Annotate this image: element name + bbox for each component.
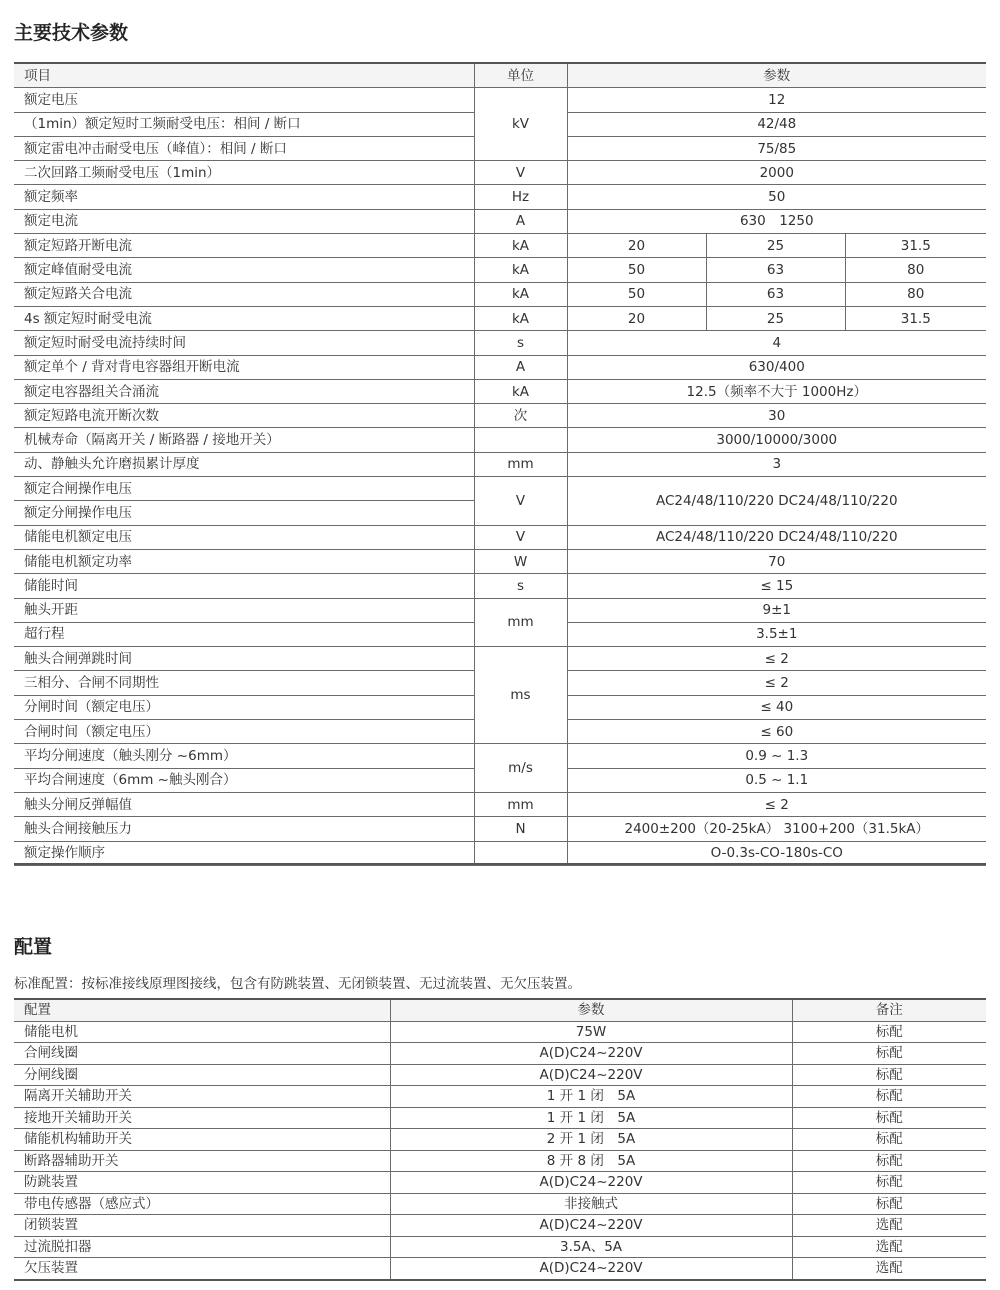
row-value: AC24/48/110/220 DC24/48/110/220 bbox=[567, 525, 986, 549]
config-param: A(D)C24~220V bbox=[390, 1064, 792, 1086]
row-label: 平均分闸速度（触头刚分 ~6mm） bbox=[14, 744, 474, 768]
config-param: A(D)C24~220V bbox=[390, 1172, 792, 1194]
row-label: 平均合闸速度（6mm ~触头刚合） bbox=[14, 768, 474, 792]
config-param: 非接触式 bbox=[390, 1193, 792, 1215]
row-label: 额定分闸操作电压 bbox=[14, 501, 474, 525]
row-unit: kA bbox=[474, 234, 567, 258]
row-unit: 次 bbox=[474, 404, 567, 428]
row-unit: W bbox=[474, 549, 567, 573]
config-param: 75W bbox=[390, 1021, 792, 1043]
row-value: 4 bbox=[567, 331, 986, 355]
row-label: 4s 额定短时耐受电流 bbox=[14, 306, 474, 330]
row-unit: A bbox=[474, 209, 567, 233]
row-label: 额定操作顺序 bbox=[14, 841, 474, 865]
row-value: ≤ 60 bbox=[567, 720, 986, 744]
table-row bbox=[14, 355, 986, 379]
row-unit: kV bbox=[474, 88, 567, 161]
tech-params-table bbox=[14, 62, 986, 866]
row-label: 动、静触头允许磨损累计厚度 bbox=[14, 452, 474, 476]
config-remark: 标配 bbox=[792, 1129, 986, 1151]
row-value: AC24/48/110/220 DC24/48/110/220 bbox=[567, 477, 986, 526]
config-param: 2 开 1 闭 5A bbox=[390, 1129, 792, 1151]
row-unit: mm bbox=[474, 452, 567, 476]
table-row bbox=[14, 452, 986, 476]
table-row bbox=[14, 1172, 986, 1194]
header-item: 项目 bbox=[14, 63, 474, 88]
row-value: 0.9 ~ 1.3 bbox=[567, 744, 986, 768]
row-label: 额定短路开断电流 bbox=[14, 234, 474, 258]
table-row bbox=[14, 792, 986, 816]
table-row bbox=[14, 404, 986, 428]
row-value: 630/400 bbox=[567, 355, 986, 379]
row-label: 额定电压 bbox=[14, 88, 474, 112]
config-param: 3.5A、5A bbox=[390, 1236, 792, 1258]
table-row bbox=[14, 282, 986, 306]
row-unit: m/s bbox=[474, 744, 567, 793]
config-remark: 标配 bbox=[792, 1193, 986, 1215]
table-row bbox=[14, 234, 986, 258]
row-value: 0.5 ~ 1.1 bbox=[567, 768, 986, 792]
row-value-c: 31.5 bbox=[845, 234, 986, 258]
row-value: ≤ 2 bbox=[567, 647, 986, 671]
row-value: ≤ 40 bbox=[567, 695, 986, 719]
table-row bbox=[14, 549, 986, 573]
row-label: 储能电机额定电压 bbox=[14, 525, 474, 549]
row-unit: kA bbox=[474, 258, 567, 282]
row-label: 额定单个 / 背对背电容器组开断电流 bbox=[14, 355, 474, 379]
row-label: 储能时间 bbox=[14, 574, 474, 598]
table-row bbox=[14, 331, 986, 355]
config-name: 接地开关辅助开关 bbox=[14, 1107, 390, 1129]
row-value-c: 31.5 bbox=[845, 306, 986, 330]
table-row bbox=[14, 647, 986, 671]
row-label: 分闸时间（额定电压） bbox=[14, 695, 474, 719]
table-bottom-rule bbox=[14, 863, 986, 865]
row-label: 额定峰值耐受电流 bbox=[14, 258, 474, 282]
row-unit: ms bbox=[474, 647, 567, 744]
row-label: 额定雷电冲击耐受电压（峰值）：相间 / 断口 bbox=[14, 136, 474, 160]
row-value: 3 bbox=[567, 452, 986, 476]
row-value-b: 63 bbox=[706, 282, 845, 306]
table-row bbox=[14, 306, 986, 330]
config-remark: 选配 bbox=[792, 1215, 986, 1237]
row-value: 50 bbox=[567, 185, 986, 209]
row-unit: kA bbox=[474, 306, 567, 330]
config-name: 断路器辅助开关 bbox=[14, 1150, 390, 1172]
row-label: 额定电容器组关合涌流 bbox=[14, 379, 474, 403]
config-name: 过流脱扣器 bbox=[14, 1236, 390, 1258]
row-label: 二次回路工频耐受电压（1min） bbox=[14, 161, 474, 185]
row-value-b: 63 bbox=[706, 258, 845, 282]
row-value-a: 20 bbox=[567, 234, 706, 258]
row-value: 2000 bbox=[567, 161, 986, 185]
table-row bbox=[14, 525, 986, 549]
row-label: 合闸时间（额定电压） bbox=[14, 720, 474, 744]
row-label: 额定频率 bbox=[14, 185, 474, 209]
table-row bbox=[14, 1215, 986, 1237]
config-remark: 标配 bbox=[792, 1172, 986, 1194]
table-row bbox=[14, 428, 986, 452]
header-config: 配置 bbox=[14, 999, 390, 1021]
config-param: A(D)C24~220V bbox=[390, 1215, 792, 1237]
config-param: 8 开 8 闭 5A bbox=[390, 1150, 792, 1172]
row-value: 3.5±1 bbox=[567, 622, 986, 646]
table-row bbox=[14, 209, 986, 233]
row-label: 额定短路电流开断次数 bbox=[14, 404, 474, 428]
table-row bbox=[14, 1107, 986, 1129]
row-unit: s bbox=[474, 331, 567, 355]
section-title-tech-params: 主要技术参数 bbox=[14, 22, 129, 44]
row-label: 额定短路关合电流 bbox=[14, 282, 474, 306]
header-params: 参数 bbox=[390, 999, 792, 1021]
row-value: 3000/10000/3000 bbox=[567, 428, 986, 452]
table-row bbox=[14, 1258, 986, 1280]
row-label: 三相分、合闸不同期性 bbox=[14, 671, 474, 695]
row-value-a: 50 bbox=[567, 282, 706, 306]
table-row bbox=[14, 1236, 986, 1258]
table-row bbox=[14, 1129, 986, 1151]
config-name: 闭锁装置 bbox=[14, 1215, 390, 1237]
row-unit: Hz bbox=[474, 185, 567, 209]
row-value: ≤ 2 bbox=[567, 792, 986, 816]
table-row bbox=[14, 817, 986, 841]
table-row bbox=[14, 598, 986, 622]
row-label: 额定合闸操作电压 bbox=[14, 477, 474, 501]
config-table bbox=[14, 998, 986, 1280]
row-value-a: 20 bbox=[567, 306, 706, 330]
row-unit: mm bbox=[474, 792, 567, 816]
row-label: 触头开距 bbox=[14, 598, 474, 622]
config-remark: 标配 bbox=[792, 1150, 986, 1172]
row-value-b: 25 bbox=[706, 306, 845, 330]
config-name: 储能电机 bbox=[14, 1021, 390, 1043]
table-row bbox=[14, 1193, 986, 1215]
config-param: A(D)C24~220V bbox=[390, 1043, 792, 1065]
row-unit: A bbox=[474, 355, 567, 379]
row-value: 2400±200（20-25kA） 3100+200（31.5kA） bbox=[567, 817, 986, 841]
config-param: A(D)C24~220V bbox=[390, 1258, 792, 1280]
row-value: 12.5（频率不大于 1000Hz） bbox=[567, 379, 986, 403]
config-name: 分闸线圈 bbox=[14, 1064, 390, 1086]
row-value: 42/48 bbox=[567, 112, 986, 136]
row-unit bbox=[474, 841, 567, 865]
config-name: 欠压装置 bbox=[14, 1258, 390, 1280]
table-row bbox=[14, 88, 986, 112]
table-header-row bbox=[14, 999, 986, 1021]
row-unit: V bbox=[474, 525, 567, 549]
row-label: 触头分闸反弹幅值 bbox=[14, 792, 474, 816]
table-row bbox=[14, 1150, 986, 1172]
row-label: 机械寿命（隔离开关 / 断路器 / 接地开关） bbox=[14, 428, 474, 452]
row-value: ≤ 15 bbox=[567, 574, 986, 598]
config-param: 1 开 1 闭 5A bbox=[390, 1107, 792, 1129]
config-name: 带电传感器（感应式） bbox=[14, 1193, 390, 1215]
config-name: 合闸线圈 bbox=[14, 1043, 390, 1065]
row-unit: s bbox=[474, 574, 567, 598]
row-value: 12 bbox=[567, 88, 986, 112]
row-unit: N bbox=[474, 817, 567, 841]
row-unit bbox=[474, 428, 567, 452]
table-row bbox=[14, 841, 986, 865]
row-unit: V bbox=[474, 477, 567, 526]
config-remark: 标配 bbox=[792, 1021, 986, 1043]
table-row bbox=[14, 574, 986, 598]
table-row bbox=[14, 1064, 986, 1086]
row-label: 超行程 bbox=[14, 622, 474, 646]
row-value-a: 50 bbox=[567, 258, 706, 282]
table-row bbox=[14, 379, 986, 403]
row-label: 触头合闸弹跳时间 bbox=[14, 647, 474, 671]
config-remark: 标配 bbox=[792, 1107, 986, 1129]
header-params: 参数 bbox=[567, 63, 986, 88]
row-label: 触头合闸接触压力 bbox=[14, 817, 474, 841]
table-row bbox=[14, 161, 986, 185]
config-name: 隔离开关辅助开关 bbox=[14, 1086, 390, 1108]
row-unit: kA bbox=[474, 379, 567, 403]
row-unit: kA bbox=[474, 282, 567, 306]
row-value: 30 bbox=[567, 404, 986, 428]
row-label: 储能电机额定功率 bbox=[14, 549, 474, 573]
table-row bbox=[14, 744, 986, 768]
config-remark: 标配 bbox=[792, 1043, 986, 1065]
row-value-c: 80 bbox=[845, 258, 986, 282]
config-name: 防跳装置 bbox=[14, 1172, 390, 1194]
section-title-config: 配置 bbox=[14, 936, 53, 958]
config-remark: 选配 bbox=[792, 1258, 986, 1280]
config-table-bottom-rule bbox=[14, 1279, 986, 1281]
row-value: O-0.3s-CO-180s-CO bbox=[567, 841, 986, 865]
row-label: 额定短时耐受电流持续时间 bbox=[14, 331, 474, 355]
table-row bbox=[14, 477, 986, 501]
config-param: 1 开 1 闭 5A bbox=[390, 1086, 792, 1108]
row-value: 9±1 bbox=[567, 598, 986, 622]
config-remark: 选配 bbox=[792, 1236, 986, 1258]
row-value: 70 bbox=[567, 549, 986, 573]
row-value: ≤ 2 bbox=[567, 671, 986, 695]
row-value: 75/85 bbox=[567, 136, 986, 160]
table-row bbox=[14, 185, 986, 209]
config-remark: 标配 bbox=[792, 1086, 986, 1108]
row-unit: V bbox=[474, 161, 567, 185]
table-header-row bbox=[14, 63, 986, 88]
row-value-c: 80 bbox=[845, 282, 986, 306]
table-row bbox=[14, 1021, 986, 1043]
config-name: 储能机构辅助开关 bbox=[14, 1129, 390, 1151]
row-value-b: 25 bbox=[706, 234, 845, 258]
standard-config-note: 标准配置：按标准接线原理图接线，包含有防跳装置、无闭锁装置、无过流装置、无欠压装置。 bbox=[14, 976, 581, 992]
header-unit: 单位 bbox=[474, 63, 567, 88]
header-remark: 备注 bbox=[792, 999, 986, 1021]
table-row bbox=[14, 1043, 986, 1065]
table-row bbox=[14, 1086, 986, 1108]
row-label: 额定电流 bbox=[14, 209, 474, 233]
row-unit: mm bbox=[474, 598, 567, 647]
row-value: 630 1250 bbox=[567, 209, 986, 233]
row-label: （1min）额定短时工频耐受电压：相间 / 断口 bbox=[14, 112, 474, 136]
table-row bbox=[14, 258, 986, 282]
config-remark: 标配 bbox=[792, 1064, 986, 1086]
